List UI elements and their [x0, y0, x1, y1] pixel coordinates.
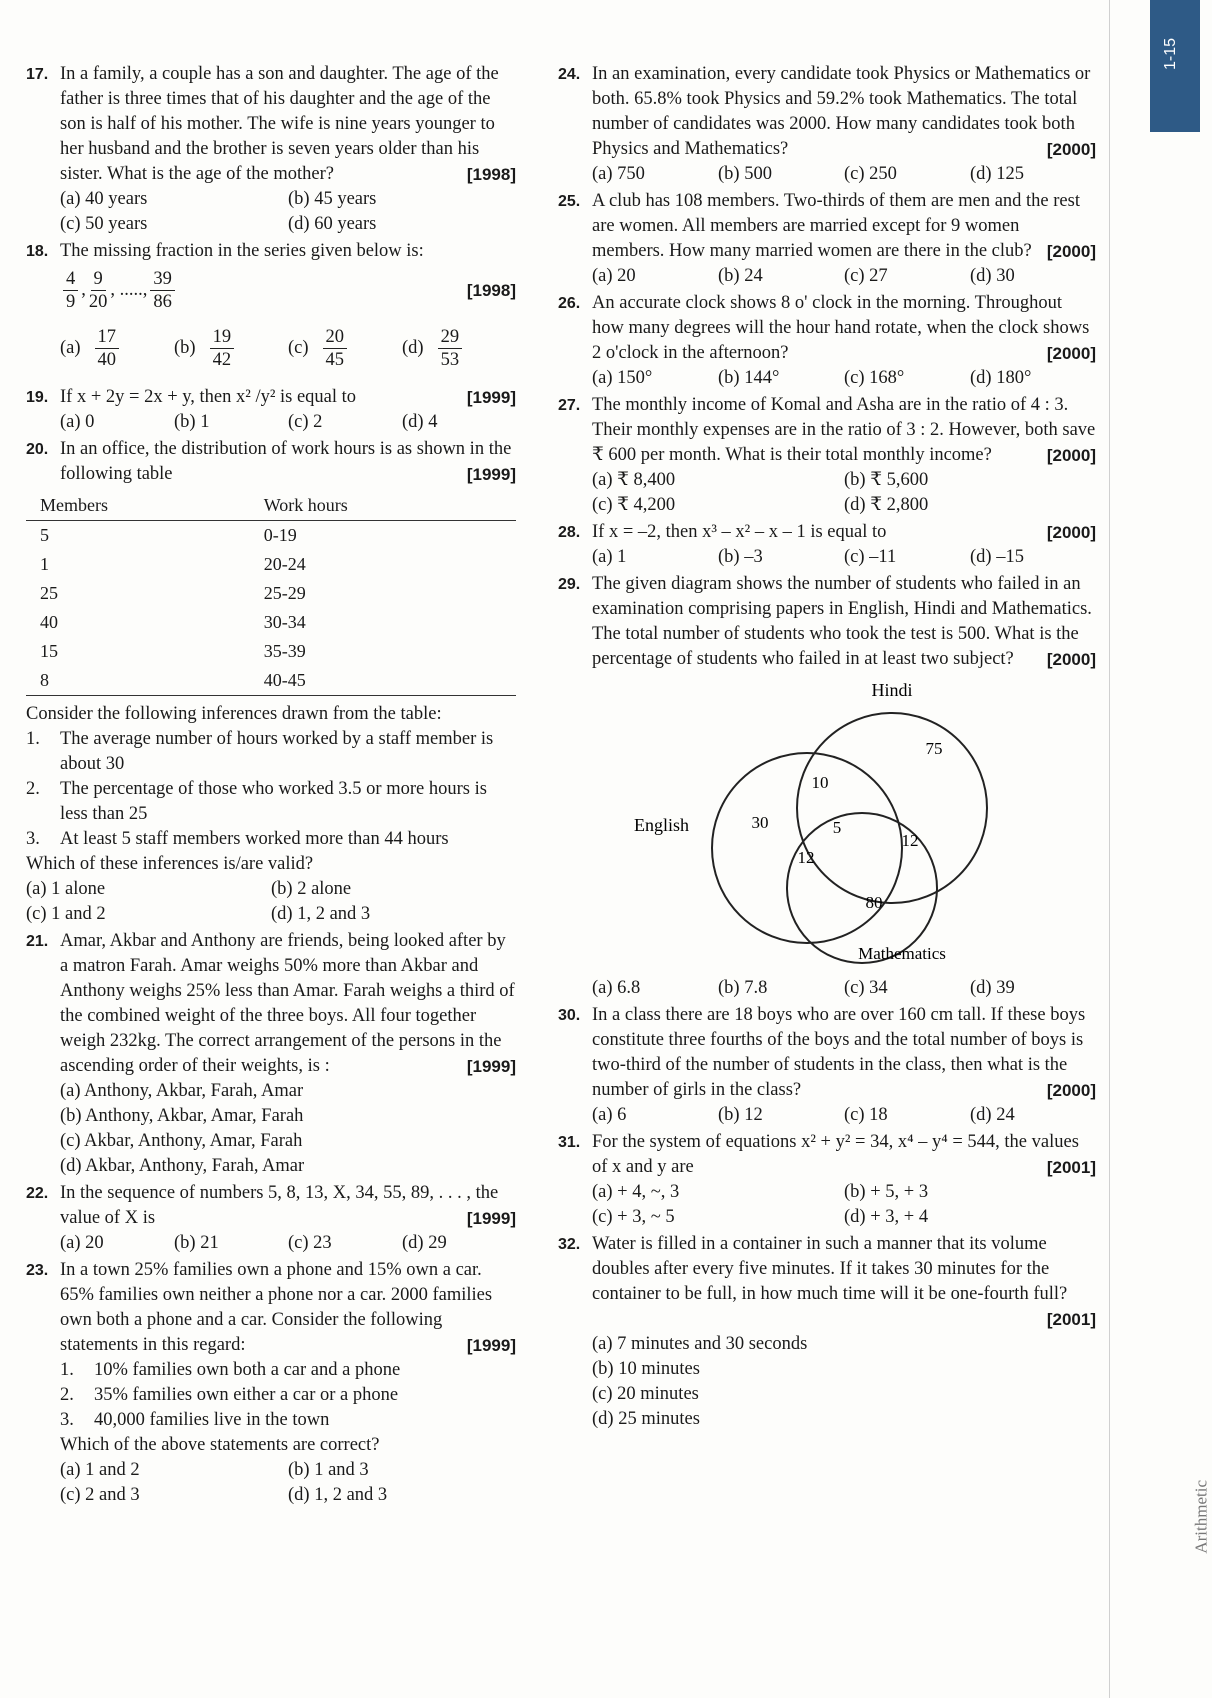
left-column [26, 62, 516, 1510]
option-a[interactable]: (a) 7 minutes and 30 seconds [592, 1334, 808, 1354]
question-text: A club has 108 members. Two-thirds of them are men and the rest are women. All members are married except for 9 women members. How many married women are there in the club? [592, 191, 1080, 261]
option-c[interactable]: (c) ₹ 4,200 [592, 495, 676, 515]
question-text: The missing fraction in the series given below is: [60, 241, 424, 261]
table-row: 15 35-39 [40, 641, 306, 661]
option-d[interactable]: (d) 24 [970, 1105, 1015, 1125]
venn-label-hindi: Hindi [871, 680, 913, 700]
option-c[interactable]: (c) 168° [844, 368, 905, 388]
question-text: The monthly income of Komal and Asha are in the ratio of 4 : 3. Their monthly expenses are in the ratio of 3 : 2. However, both save ₹ 600 per month. What is their total monthly income? [592, 395, 1096, 465]
table-row: 25 25-29 [40, 583, 306, 603]
question-30 [558, 1003, 1096, 1128]
option-a[interactable]: (a) 1 and 2 [60, 1460, 140, 1480]
question-text: In an examination, every candidate took Physics or Mathematics or both. 65.8% took Physics and 59.2% took Mathematics. The total number of candidates was 2000. How many candidates took both Physics and Mathematics? [592, 64, 1091, 159]
question-28 [558, 520, 1096, 570]
question-number: 27. [558, 397, 581, 414]
option-a[interactable]: (a) 750 [592, 164, 645, 184]
table-row: 1 20-24 [40, 554, 306, 574]
question-text: In an office, the distribution of work hours is as shown in the following table [60, 439, 512, 484]
option-c[interactable]: (c) Akbar, Anthony, Amar, Farah [60, 1131, 303, 1151]
question-19 [26, 385, 516, 435]
venn-diagram [592, 678, 1092, 968]
statement-2: 2. 35% families own either a car or a phone [60, 1385, 399, 1405]
options [592, 468, 1096, 518]
option-d[interactable]: (d) 4 [402, 412, 438, 432]
option-d[interactable]: (d) Akbar, Anthony, Farah, Amar [60, 1156, 305, 1176]
question-32 [558, 1232, 1096, 1432]
year-tag: [2000] [1046, 344, 1096, 363]
option-c[interactable]: (c) $\frac{20}{45}$ [288, 326, 402, 371]
option-c[interactable]: (c) 250 [844, 164, 897, 184]
options [60, 313, 516, 383]
venn-label-mathematics: Mathematics [858, 944, 946, 963]
options [592, 545, 1096, 570]
work-hours-table [26, 491, 516, 696]
option-a[interactable]: (a) 150° [592, 368, 653, 388]
question-25 [558, 189, 1096, 289]
question-22 [26, 1181, 516, 1256]
q23-ask: Which of the above statements are correct? [60, 1435, 380, 1455]
option-b[interactable]: (b) 7.8 [718, 978, 768, 998]
options [60, 410, 516, 435]
option-b[interactable]: (b) 45 years [288, 189, 377, 209]
question-number: 24. [558, 66, 581, 83]
option-c[interactable]: (c) 27 [844, 266, 888, 286]
question-text: If x = –2, then x³ – x² – x – 1 is equal to [592, 522, 887, 542]
option-c[interactable]: (c) 50 years [60, 214, 148, 234]
option-a[interactable]: (a) + 4, ~, 3 [592, 1182, 680, 1202]
option-c[interactable]: (c) 20 minutes [592, 1384, 699, 1404]
question-21 [26, 929, 516, 1179]
option-c[interactable]: (c) 18 [844, 1105, 888, 1125]
year-tag: [2000] [1046, 446, 1096, 465]
series-fraction-3: $\frac{39}{86}$ [150, 268, 175, 313]
option-a[interactable]: (a) 6.8 [592, 978, 641, 998]
fraction-series: $\frac{4}{9}$ , $\frac{9}{20}$ , ....., $\frac{39}{86}$ [1998] [60, 268, 516, 313]
year-tag: [2001] [1046, 1158, 1096, 1177]
option-b[interactable]: (b) 2 alone [271, 879, 352, 899]
question-text: In a town 25% families own a phone and 15% own a car. 65% families own neither a phone nor a car. 2000 families own both a phone and a car. Consider the following statements in this regard: [60, 1260, 493, 1355]
question-text: Amar, Akbar and Anthony are friends, being looked after by a matron Farah. Amar weighs 50% more than Akbar and Anthony weighs 25% less than Amar. Farah weighs a third of the combined weight of the three boys. All four together weigh 232kg. The correct arrangement of the persons in the ascending order of their weights, is : [60, 931, 515, 1076]
table-row: 8 40-45 [26, 666, 516, 696]
option-d[interactable]: (d) + 3, + 4 [844, 1207, 929, 1227]
options [60, 1458, 516, 1508]
option-d[interactable]: (d) 25 minutes [592, 1409, 700, 1429]
option-a[interactable]: (a) 6 [592, 1105, 627, 1125]
q20-ask: Which of these inferences is/are valid? [26, 854, 314, 874]
option-b[interactable]: (b) 10 minutes [592, 1359, 700, 1379]
option-a[interactable]: (a) ₹ 8,400 [592, 470, 676, 490]
options [592, 976, 1096, 1001]
option-b[interactable]: (b) Anthony, Akbar, Amar, Farah [60, 1106, 304, 1126]
table-row: 5 0-19 [40, 525, 297, 545]
question-number: 21. [26, 933, 49, 950]
question-text: In a family, a couple has a son and daughter. The age of the father is three times that of his daughter and the age of the son is half of his mother. The wife is nine years younger to her husband and the brother is seven years older than his sister. What is the age of the mother? [60, 64, 499, 184]
option-a[interactable]: (a) 40 years [60, 189, 148, 209]
series-fraction-2: $\frac{9}{20}$ [88, 269, 108, 312]
question-text: An accurate clock shows 8 o' clock in the morning. Throughout how many degrees will the hour hand rotate, when the clock shows 2 o'clock in the afternoon? [592, 293, 1090, 363]
option-a[interactable]: (a) Anthony, Akbar, Farah, Amar [60, 1081, 304, 1101]
year-tag: [1999] [466, 1057, 516, 1076]
statement-3: 3. 40,000 families live in the town [60, 1410, 330, 1430]
option-c[interactable]: (c) 1 and 2 [26, 904, 106, 924]
venn-value-english-math: 12 [797, 848, 815, 867]
year-tag: [2000] [1046, 1081, 1096, 1100]
chapter-tab [1150, 0, 1200, 132]
question-24 [558, 62, 1096, 187]
year-tag: [1999] [466, 388, 516, 407]
question-number: 30. [558, 1007, 581, 1024]
option-a[interactable]: (a) 20 [60, 1233, 104, 1253]
option-b[interactable]: (b) 21 [174, 1233, 219, 1253]
margin-rule [1109, 0, 1110, 1698]
question-number: 29. [558, 576, 581, 593]
year-tag: [1999] [466, 1336, 516, 1355]
option-a[interactable]: (a) 1 alone [26, 879, 106, 899]
statement-1: 1. The average number of hours worked by a staff member is about 30 [26, 729, 494, 774]
venn-label-english: English [634, 815, 690, 835]
question-number: 31. [558, 1134, 581, 1151]
venn-value-english-only: 30 [751, 813, 769, 832]
option-c[interactable]: (c) + 3, ~ 5 [592, 1207, 675, 1227]
option-b[interactable]: (b) 144° [718, 368, 780, 388]
options [592, 366, 1096, 391]
options [60, 187, 516, 237]
table-header-work-hours: Work hours [204, 491, 516, 521]
option-a[interactable]: (a) 1 [592, 547, 627, 567]
question-23 [26, 1258, 516, 1508]
option-d[interactable]: (d) 60 years [288, 214, 377, 234]
option-a[interactable]: (a) 0 [60, 412, 95, 432]
question-18 [26, 239, 516, 383]
option-d[interactable]: (d) –15 [970, 547, 1024, 567]
venn-value-math-only: 80 [865, 893, 883, 912]
q20-consider: Consider the following inferences drawn from the table: [26, 704, 442, 724]
option-b[interactable]: (b) 1 [174, 412, 210, 432]
venn-value-english-hindi: 10 [811, 773, 829, 792]
option-c[interactable]: (c) 2 and 3 [60, 1485, 140, 1505]
question-17 [26, 62, 516, 237]
table-row: 40 30-34 [40, 612, 306, 632]
option-c[interactable]: (c) 2 [288, 412, 323, 432]
question-26 [558, 291, 1096, 391]
options [592, 264, 1096, 289]
venn-value-all-three: 5 [832, 818, 842, 837]
question-text: If x + 2y = 2x + y, then x² /y² is equal to [60, 387, 357, 407]
option-b[interactable]: (b) –3 [718, 547, 763, 567]
question-number: 25. [558, 193, 581, 210]
option-b[interactable]: (b) 12 [718, 1105, 763, 1125]
year-tag: [1999] [466, 1209, 516, 1228]
option-b[interactable]: (b) 24 [718, 266, 763, 286]
statement-1: 1. 10% families own both a car and a phone [60, 1360, 401, 1380]
circle-hindi [797, 713, 987, 903]
question-text: In the sequence of numbers 5, 8, 13, X, 34, 55, 89, . . . , the value of X is [60, 1183, 499, 1228]
options [592, 162, 1096, 187]
options [26, 877, 516, 927]
question-29 [558, 572, 1096, 1001]
options [592, 1180, 1096, 1230]
year-tag: [1999] [466, 465, 516, 484]
question-text: In a class there are 18 boys who are over 160 cm tall. If these boys constitute three fourths of the boys and the total number of boys is two-third of the number of students in the class, then what is the number of girls in the class? [592, 1005, 1086, 1100]
question-number: 32. [558, 1236, 581, 1253]
option-d[interactable]: (d) 125 [970, 164, 1024, 184]
option-a[interactable]: (a) $\frac{17}{40}$ [60, 326, 174, 371]
option-b[interactable]: (b) 500 [718, 164, 772, 184]
option-c[interactable]: (c) 23 [288, 1233, 332, 1253]
option-b[interactable]: (b) 1 and 3 [288, 1460, 369, 1480]
venn-value-hindi-math: 12 [901, 831, 919, 850]
question-20 [26, 437, 516, 487]
chapter-tab-label: 1-15 [1162, 37, 1179, 70]
option-d[interactable]: (d) $\frac{29}{53}$ [402, 326, 516, 371]
option-d[interactable]: (d) 29 [402, 1233, 447, 1253]
year-tag: [1998] [466, 165, 516, 184]
section-side-label: Arithmetic [1192, 1480, 1211, 1554]
year-tag: [1998] [466, 281, 516, 300]
option-d[interactable]: (d) 1, 2 and 3 [271, 904, 371, 924]
question-27 [558, 393, 1096, 518]
venn-value-hindi-only: 75 [925, 739, 943, 758]
options [60, 1231, 516, 1256]
series-dots: , ....., [110, 280, 148, 300]
option-d[interactable]: (d) 39 [970, 978, 1015, 998]
statement-3: 3. At least 5 staff members worked more than 44 hours [26, 829, 449, 849]
option-c[interactable]: (c) 34 [844, 978, 888, 998]
option-d[interactable]: (d) ₹ 2,800 [844, 495, 929, 515]
statement-2: 2. The percentage of those who worked 3.5 or more hours is less than 25 [26, 779, 487, 824]
option-c[interactable]: (c) –11 [844, 547, 897, 567]
question-number: 19. [26, 389, 49, 406]
option-d[interactable]: (d) 30 [970, 266, 1015, 286]
question-number: 17. [26, 66, 49, 83]
series-fraction-1: $\frac{4}{9}$ [63, 268, 78, 313]
option-b[interactable]: (b) $\frac{19}{42}$ [174, 326, 288, 371]
question-text: For the system of equations x² + y² = 34, x⁴ – y⁴ = 544, the values of x and y are [592, 1132, 1079, 1177]
question-number: 22. [26, 1185, 49, 1202]
option-d[interactable]: (d) 1, 2 and 3 [288, 1485, 388, 1505]
option-b[interactable]: (b) ₹ 5,600 [844, 470, 929, 490]
year-tag: [2000] [1046, 523, 1096, 542]
question-text: The given diagram shows the number of students who failed in an examination comprising papers in English, Hindi and Mathematics. The total number of students who took the test is 500. What is the percentage of students who failed in at least two subject? [592, 574, 1092, 669]
question-number: 26. [558, 295, 581, 312]
question-number: 20. [26, 441, 49, 458]
option-d[interactable]: (d) 180° [970, 368, 1032, 388]
question-text: Water is filled in a container in such a manner that its volume doubles after every five minutes. If it takes 30 minutes for the container to be full, in how much time will it be one-fourth full? [592, 1234, 1068, 1304]
right-column [558, 62, 1096, 1434]
year-tag: [2000] [1046, 650, 1096, 669]
question-number: 18. [26, 243, 49, 260]
question-number: 23. [26, 1262, 49, 1279]
option-a[interactable]: (a) 20 [592, 266, 636, 286]
question-31 [558, 1130, 1096, 1230]
table-header-members: Members [26, 491, 204, 521]
year-tag: [2001] [1046, 1310, 1096, 1329]
year-tag: [2000] [1046, 140, 1096, 159]
question-number: 28. [558, 524, 581, 541]
option-b[interactable]: (b) + 5, + 3 [844, 1182, 929, 1202]
options [592, 1103, 1096, 1128]
year-tag: [2000] [1046, 242, 1096, 261]
